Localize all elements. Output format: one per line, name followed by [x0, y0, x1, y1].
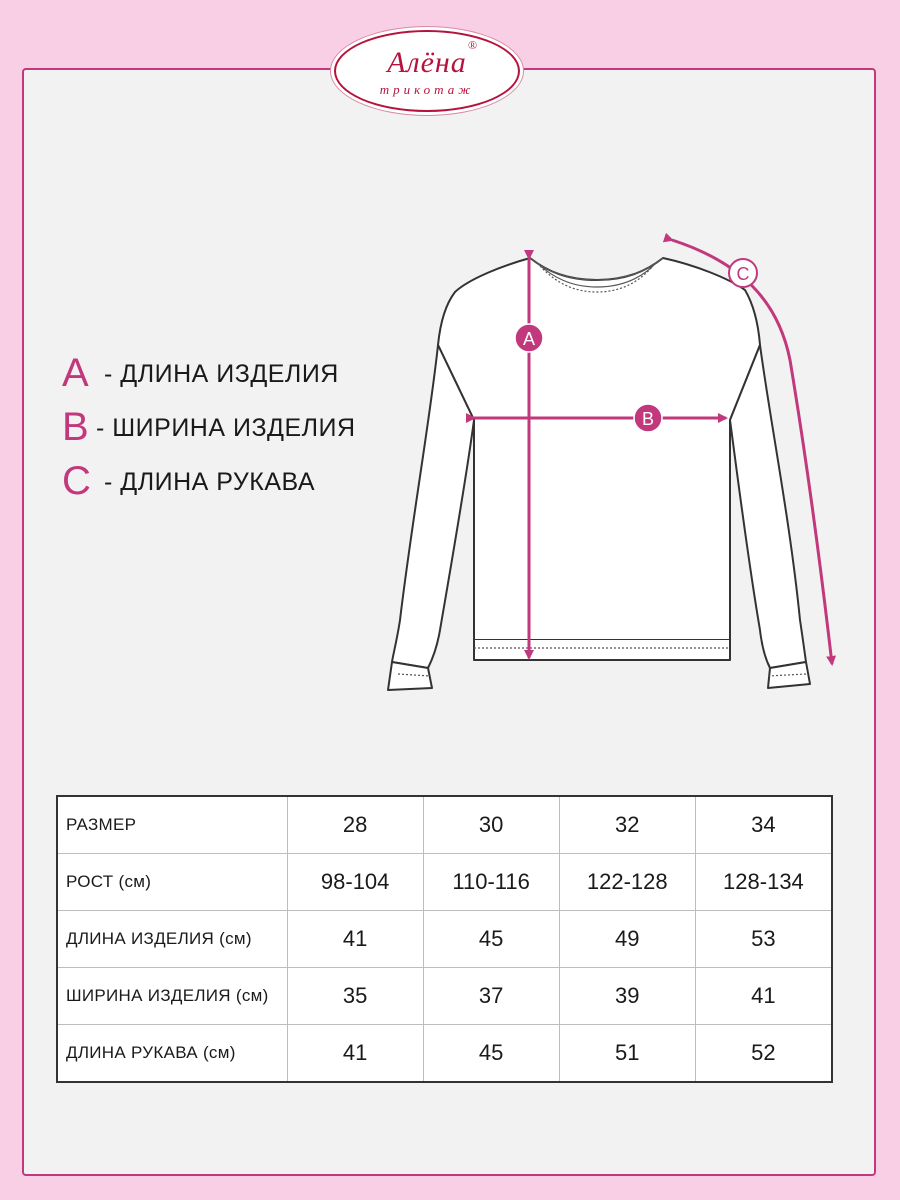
- table-cell: 53: [695, 911, 832, 968]
- table-row-size: [57, 796, 832, 854]
- marker-c-label: C: [736, 264, 750, 284]
- row-label: РОСТ (см): [57, 854, 287, 911]
- table-cell: 28: [287, 796, 423, 854]
- row-label: ШИРИНА ИЗДЕЛИЯ (см): [57, 968, 287, 1025]
- table-cell: 45: [423, 911, 559, 968]
- table-cell: 98-104: [287, 854, 423, 911]
- table-cell: 41: [695, 968, 832, 1025]
- table-row-width: [57, 968, 832, 1025]
- legend-label-b: - ШИРИНА ИЗДЕЛИЯ: [96, 414, 356, 442]
- marker-a-label: A: [522, 329, 536, 349]
- size-chart-table: [56, 795, 833, 1083]
- legend-label-a: - ДЛИНА ИЗДЕЛИЯ: [104, 360, 339, 388]
- registered-mark: ®: [468, 38, 478, 52]
- table-cell: 122-128: [559, 854, 695, 911]
- row-label: РАЗМЕР: [57, 796, 287, 854]
- table-cell: 51: [559, 1025, 695, 1083]
- marker-b-label: B: [641, 409, 655, 429]
- legend-label-c: - ДЛИНА РУКАВА: [104, 468, 316, 496]
- table-row-sleeve: [57, 1025, 832, 1083]
- brand-tagline: трикотаж: [379, 82, 475, 97]
- row-label: ДЛИНА ИЗДЕЛИЯ (см): [57, 911, 287, 968]
- table-cell: 35: [287, 968, 423, 1025]
- table-cell: 52: [695, 1025, 832, 1083]
- table-cell: 34: [695, 796, 832, 854]
- table-cell: 37: [423, 968, 559, 1025]
- legend-letter-a: A: [62, 351, 89, 395]
- row-label: ДЛИНА РУКАВА (см): [57, 1025, 287, 1083]
- table-cell: 39: [559, 968, 695, 1025]
- table-cell: 32: [559, 796, 695, 854]
- table-cell: 45: [423, 1025, 559, 1083]
- sweatshirt-outline: [388, 258, 810, 690]
- legend-letter-c: C: [62, 459, 91, 503]
- table-cell: 49: [559, 911, 695, 968]
- table-cell: 41: [287, 1025, 423, 1083]
- table-row-length: [57, 911, 832, 968]
- table-cell: 30: [423, 796, 559, 854]
- legend-letter-b: B: [62, 405, 89, 449]
- table-cell: 110-116: [423, 854, 559, 911]
- brand-name: Алёна: [387, 46, 467, 79]
- table-cell: 41: [287, 911, 423, 968]
- table-row-height: [57, 854, 832, 911]
- table-cell: 128-134: [695, 854, 832, 911]
